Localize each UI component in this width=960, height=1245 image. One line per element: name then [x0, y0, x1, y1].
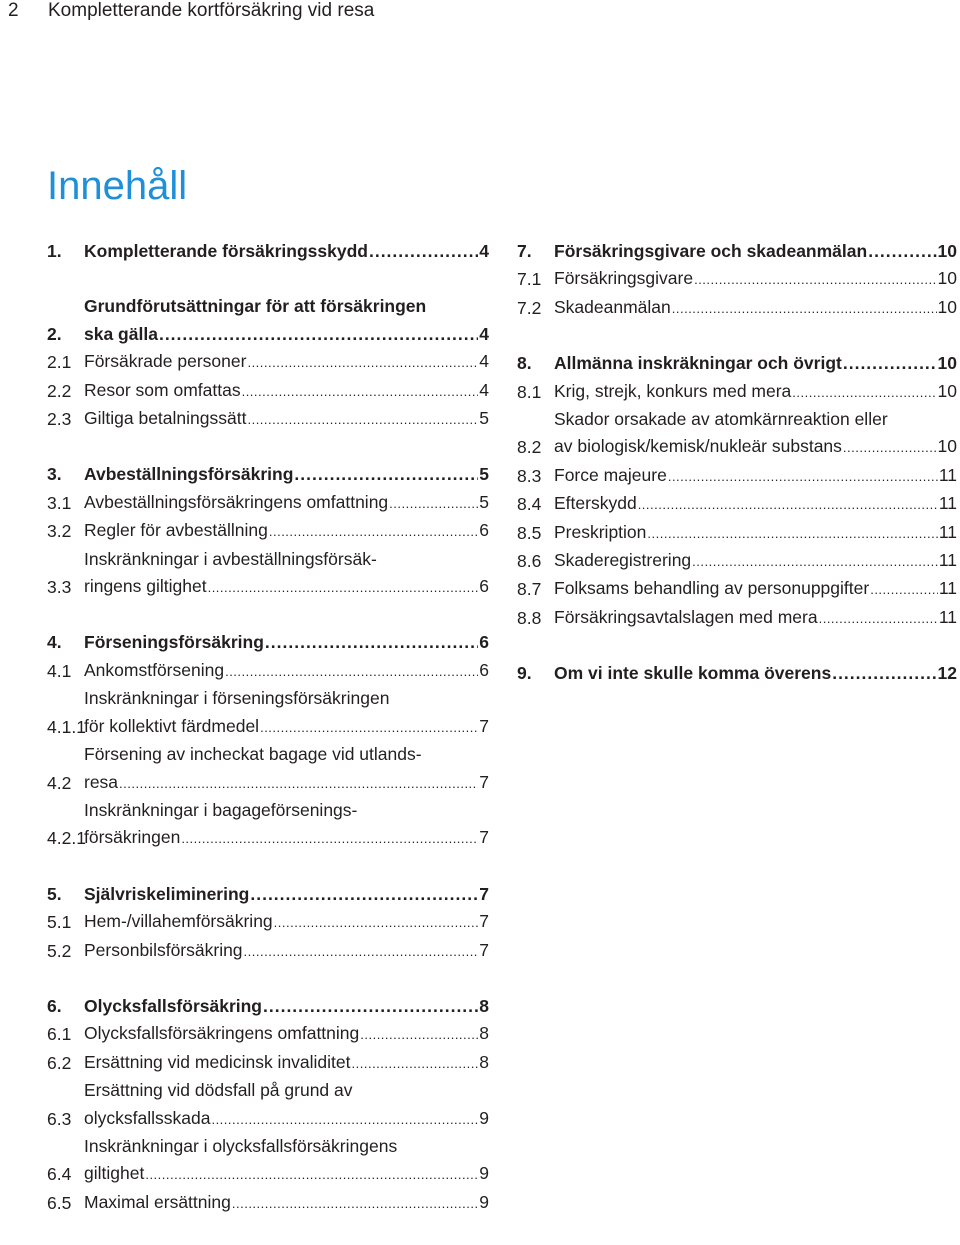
toc-entry-page-number: 5 [479, 464, 489, 485]
toc-entry-last-line [84, 1189, 489, 1217]
toc-entry-body [84, 517, 489, 545]
toc-entry-label: Skadeanmälan [554, 296, 671, 317]
toc-entry-last-line [84, 908, 489, 936]
toc-entry-number: 3.3 [47, 577, 72, 598]
toc-section-heading[interactable] [47, 629, 489, 656]
toc-section [47, 881, 489, 965]
toc-entry-label: Preskription [554, 521, 647, 542]
toc-entry-number: 3.2 [47, 521, 72, 542]
toc-section-heading[interactable] [517, 238, 957, 265]
toc-section [47, 238, 489, 265]
toc-entry-last-line [554, 660, 957, 687]
toc-entry[interactable] [47, 546, 489, 602]
toc-section [47, 293, 489, 433]
toc-entry-page-number: 8 [479, 1023, 489, 1044]
toc-entry-body [554, 350, 957, 377]
toc-entry-last-line [84, 993, 489, 1020]
toc-entry-number: 7.2 [517, 297, 542, 318]
toc-entry-last-line [554, 547, 957, 575]
toc-entry-page-number: 10 [937, 436, 957, 457]
toc-entry[interactable] [517, 265, 957, 293]
dot-leader [819, 605, 938, 632]
dot-leader [242, 378, 479, 405]
header-title: Kompletterande kortförsäkring vid resa [48, 0, 375, 21]
dot-leader [389, 490, 478, 517]
toc-entry-label: Personbilsförsäkring [84, 939, 243, 960]
toc-section [47, 629, 489, 852]
toc-entry-last-line [84, 238, 489, 265]
toc-entry-label: Force majeure [554, 464, 667, 485]
toc-entry-label: ska gälla [84, 323, 158, 344]
toc-entry-last-line [554, 238, 957, 265]
toc-entry-page-number: 5 [479, 491, 489, 512]
toc-entry-page-number: 10 [937, 296, 957, 317]
dot-leader [868, 238, 936, 265]
dot-leader [352, 1050, 479, 1077]
toc-entry-body [554, 265, 957, 293]
toc-entry-label-line: Inskränkningar i avbeställningsförsäk- [84, 548, 377, 569]
toc-entry-last-line [84, 937, 489, 965]
toc-entry-page-number: 10 [937, 353, 957, 374]
toc-section [517, 350, 957, 632]
toc-entry-body [84, 348, 489, 376]
toc-entry-page-number: 7 [479, 771, 489, 792]
toc-entry-label: Olycksfallsförsäkringens omfattning [84, 1023, 360, 1044]
toc-entry-number: 5. [47, 883, 62, 904]
toc-entry-label: Folksams behandling av personuppgifter [554, 578, 870, 599]
toc-entry-number: 6. [47, 995, 62, 1016]
toc-entry-last-line [84, 461, 489, 488]
toc-entry-body [84, 489, 489, 517]
toc-section-heading[interactable] [517, 350, 957, 377]
toc-entry-page-number: 11 [938, 578, 957, 599]
dot-leader [250, 881, 478, 908]
dot-leader [119, 770, 478, 797]
toc-entry[interactable] [47, 1077, 489, 1133]
toc-entry-page-number: 8 [479, 1051, 489, 1072]
toc-entry-last-line [554, 575, 957, 603]
toc-entry-label-line: Försening av incheckat bagage vid utlands- [84, 744, 422, 765]
dot-leader [668, 463, 938, 490]
toc-entry-number: 7. [517, 241, 532, 261]
toc-entry[interactable] [47, 908, 489, 936]
toc-entry-body [84, 377, 489, 405]
toc-entry-last-line [554, 462, 957, 490]
toc-entry-number: 4.1 [47, 660, 72, 681]
dot-leader [294, 461, 478, 488]
toc-entry-last-line [554, 350, 957, 377]
toc-entry-body [554, 519, 957, 547]
toc-section-heading[interactable] [47, 881, 489, 908]
toc-entry-label: Hem-/villahemförsäkring [84, 911, 273, 932]
dot-leader [208, 574, 479, 601]
toc-entry-page-number: 11 [938, 493, 957, 514]
toc-section-heading[interactable] [47, 461, 489, 488]
toc-entry-label: Ersättning vid medicinsk invaliditet [84, 1051, 351, 1072]
toc-entry[interactable] [517, 462, 957, 490]
dot-leader [843, 434, 937, 461]
toc-entry[interactable] [47, 1189, 489, 1217]
toc-entry-label: för kollektivt färdmedel [84, 715, 260, 736]
dot-leader [692, 548, 938, 575]
toc-entry-page-number: 6 [479, 632, 489, 653]
toc-section [517, 660, 957, 687]
toc-entry-label-line: Ersättning vid dödsfall på grund av [84, 1080, 353, 1101]
toc-entry-label: Avbeställningsförsäkring [84, 464, 294, 485]
toc-section [47, 993, 489, 1217]
toc-entry-number: 2.3 [47, 409, 72, 430]
toc-entry-number: 4.2.1 [47, 828, 86, 849]
toc-entry-number: 6.1 [47, 1024, 72, 1045]
toc-entry-label: av biologisk/kemisk/nukleär substans [554, 436, 842, 457]
toc-entry-last-line [554, 265, 957, 293]
toc-entry-number: 6.2 [47, 1052, 72, 1073]
toc-entry-body [84, 546, 489, 602]
toc-entry-label: Försäkrade personer [84, 351, 247, 372]
dot-leader [360, 1021, 478, 1048]
toc-entry-body [84, 797, 489, 853]
toc-entry-number: 8.3 [517, 465, 542, 486]
dot-leader [832, 660, 936, 687]
toc-entry-page-number: 4 [479, 323, 489, 344]
toc-entry-page-number: 10 [937, 268, 957, 289]
toc-entry-last-line [84, 489, 489, 517]
toc-entry[interactable] [517, 604, 957, 632]
dot-leader [792, 379, 936, 406]
toc-entry-page-number: 6 [479, 520, 489, 541]
toc-entry-last-line [84, 1160, 489, 1188]
toc-entry-page-number: 6 [479, 576, 489, 597]
toc-entry-last-line [84, 824, 489, 852]
toc-entry-label: Maximal ersättning [84, 1191, 231, 1212]
toc-entry-page-number: 5 [479, 408, 489, 429]
toc-entry-last-line [84, 348, 489, 376]
dot-leader [647, 520, 937, 547]
toc-entry[interactable] [47, 1049, 489, 1077]
toc-entry-label: Självriskeliminering [84, 883, 250, 904]
toc-entry-body [554, 604, 957, 632]
toc-entry-body [84, 405, 489, 433]
toc-entry[interactable] [517, 547, 957, 575]
dot-leader [181, 825, 478, 852]
toc-entry-page-number: 7 [479, 883, 489, 904]
dot-leader [265, 629, 478, 656]
dot-leader [247, 349, 478, 376]
toc-entry-last-line [554, 433, 957, 461]
toc-entry[interactable] [47, 405, 489, 433]
toc-column-right [517, 238, 957, 716]
toc-entry-label-line: Inskränkningar i förseningsförsäkringen [84, 688, 390, 709]
toc-entry-label: Skaderegistrering [554, 550, 692, 571]
toc-entry-number: 8. [517, 353, 532, 374]
toc-entry-last-line [84, 573, 489, 601]
toc-entry-last-line [84, 1020, 489, 1048]
toc-entry-last-line [554, 519, 957, 547]
toc-entry-number: 8.5 [517, 522, 542, 543]
toc-entry-label: Giltiga betalningssätt [84, 408, 247, 429]
toc-entry[interactable] [47, 348, 489, 376]
toc-entry-body [84, 1020, 489, 1048]
dot-leader [672, 295, 937, 322]
toc-entry[interactable] [47, 489, 489, 517]
toc-entry-last-line [84, 657, 489, 685]
toc-entry-page-number: 9 [479, 1107, 489, 1128]
toc-entry-number: 5.2 [47, 940, 72, 961]
dot-leader [369, 238, 478, 265]
toc-entry-label: Allmänna inskräkningar och övrigt [554, 353, 842, 374]
toc-entry-number: 2. [47, 323, 62, 344]
toc-entry-label: Avbeställningsförsäkringens omfattning [84, 491, 389, 512]
toc-section [47, 461, 489, 601]
toc-entry-last-line [84, 1049, 489, 1077]
dot-leader [225, 658, 478, 685]
toc-entry-body [554, 490, 957, 518]
toc-entry-body [84, 629, 489, 656]
toc-entry-number: 3. [47, 464, 62, 485]
toc-entry-label-line: Inskränkningar i olycksfallsförsäkringens [84, 1135, 398, 1156]
toc-entry-page-number: 4 [479, 351, 489, 372]
toc-entry-body [84, 937, 489, 965]
toc-entry-body [84, 881, 489, 908]
toc-entry[interactable] [47, 685, 489, 741]
toc-entry-label: ringens giltighet [84, 576, 207, 597]
toc-entry-page-number: 4 [479, 379, 489, 400]
toc-entry-last-line [84, 713, 489, 741]
toc-entry-last-line [84, 517, 489, 545]
toc-entry-last-line [554, 604, 957, 632]
toc-entry-label: Resor som omfattas [84, 379, 241, 400]
toc-entry-body [554, 238, 957, 265]
toc-entry[interactable] [517, 294, 957, 322]
toc-entry-body [554, 575, 957, 603]
toc-entry-page-number: 11 [938, 606, 957, 627]
dot-leader [843, 350, 937, 377]
toc-entry-label: Ankomstförsening [84, 659, 225, 680]
toc-entry-body [554, 294, 957, 322]
toc-entry-number: 2.2 [47, 380, 72, 401]
toc-entry-body [84, 461, 489, 488]
toc-entry-page-number: 9 [479, 1163, 489, 1184]
toc-entry-number: 6.4 [47, 1164, 72, 1185]
dot-leader [638, 491, 938, 518]
toc-section-heading[interactable] [47, 238, 489, 265]
toc-entry[interactable] [47, 797, 489, 853]
toc-entry-label: Olycksfallsförsäkring [84, 995, 262, 1016]
toc-entry-number: 7.1 [517, 269, 542, 290]
toc-entry-number: 3.1 [47, 492, 72, 513]
toc-section-heading[interactable] [47, 293, 489, 348]
dot-leader [232, 1190, 478, 1217]
toc-entry-number: 8.6 [517, 551, 542, 572]
toc-entry-page-number: 6 [479, 659, 489, 680]
toc-entry-number: 9. [517, 663, 532, 684]
toc-entry-label: Förseningsförsäkring [84, 632, 264, 653]
toc-entry-page-number: 11 [938, 464, 957, 485]
dot-leader [269, 518, 478, 545]
toc-entry[interactable] [47, 1020, 489, 1048]
toc-entry-body [84, 1133, 489, 1189]
toc-entry-number: 8.7 [517, 579, 542, 600]
toc-entry-page-number: 10 [937, 241, 957, 261]
toc-entry-label-line: Grundförutsättningar för att försäkringen [84, 296, 427, 317]
toc-entry-last-line [84, 321, 489, 348]
toc-entry-label: Efterskydd [554, 493, 637, 514]
toc-entry-body [84, 993, 489, 1020]
toc-entry-body [554, 547, 957, 575]
toc-entry[interactable] [47, 517, 489, 545]
toc-entry-last-line [554, 378, 957, 406]
toc-entry-label: Försäkringsgivare [554, 268, 694, 289]
toc-entry-label: olycksfallsskada [84, 1107, 211, 1128]
toc-entry-body [84, 1077, 489, 1133]
dot-leader [274, 909, 479, 936]
dot-leader [870, 576, 938, 603]
toc-entry-number: 6.5 [47, 1192, 72, 1213]
toc-entry-label: resa [84, 771, 119, 792]
toc-entry-label-line: Skador orsakade av atomkärnreaktion eller [554, 409, 888, 430]
toc-entry-page-number: 7 [479, 827, 489, 848]
toc-entry-last-line [84, 629, 489, 656]
dot-leader [694, 266, 936, 293]
toc-entry-number: 4.1.1 [47, 716, 86, 737]
toc-entry-body [84, 293, 489, 348]
toc-entry-number: 1. [47, 241, 62, 261]
toc-entry-number: 6.3 [47, 1108, 72, 1129]
dot-leader [244, 938, 479, 965]
toc-entry-body [554, 660, 957, 687]
toc-entry-number: 8.2 [517, 437, 542, 458]
toc-entry-page-number: 10 [937, 380, 957, 401]
dot-leader [247, 406, 478, 433]
toc-entry-label: Om vi inte skulle komma överens [554, 663, 832, 684]
toc-entry[interactable] [517, 519, 957, 547]
toc-entry-page-number: 11 [938, 521, 957, 542]
toc-entry[interactable] [517, 575, 957, 603]
toc-section-heading[interactable] [517, 660, 957, 687]
toc-entry-body [84, 657, 489, 685]
toc-entry-last-line [84, 1105, 489, 1133]
toc-entry-page-number: 7 [479, 715, 489, 736]
toc-title: Innehåll [47, 164, 188, 208]
toc-entry-page-number: 7 [479, 911, 489, 932]
running-header [8, 0, 374, 22]
toc-entry-body [84, 741, 489, 797]
toc-entry[interactable] [517, 490, 957, 518]
toc-entry[interactable] [47, 377, 489, 405]
toc-entry-number: 8.8 [517, 607, 542, 628]
toc-entry-number: 5.1 [47, 912, 72, 933]
toc-entry-label: försäkringen [84, 827, 181, 848]
toc-entry[interactable] [517, 406, 957, 462]
dot-leader [260, 714, 478, 741]
toc-entry-page-number: 7 [479, 939, 489, 960]
toc-entry[interactable] [517, 378, 957, 406]
toc-entry-body [84, 238, 489, 265]
toc-section [517, 238, 957, 322]
toc-entry-body [84, 1189, 489, 1217]
toc-entry-number: 4. [47, 632, 62, 653]
toc-entry-number: 8.1 [517, 381, 542, 402]
toc-section-heading[interactable] [47, 993, 489, 1020]
toc-entry[interactable] [47, 657, 489, 685]
dot-leader [159, 321, 478, 348]
toc-entry-last-line [84, 405, 489, 433]
toc-entry-label: Krig, strejk, konkurs med mera [554, 380, 792, 401]
toc-entry-label-line: Inskränkningar i bagageförsenings- [84, 799, 358, 820]
toc-entry-last-line [554, 490, 957, 518]
toc-entry-number: 2.1 [47, 352, 72, 373]
toc-entry-label: giltighet [84, 1163, 145, 1184]
toc-entry-last-line [554, 294, 957, 322]
toc-entry-label: Regler för avbeställning [84, 520, 268, 541]
dot-leader [263, 993, 478, 1020]
toc-entry-label: Försäkringsavtalslagen med mera [554, 606, 818, 627]
toc-entry-number: 4.2 [47, 772, 72, 793]
dot-leader [145, 1161, 478, 1188]
toc-entry[interactable] [47, 1133, 489, 1189]
toc-entry[interactable] [47, 741, 489, 797]
toc-entry-body [554, 378, 957, 406]
toc-entry-body [554, 406, 957, 462]
toc-entry-last-line [84, 881, 489, 908]
toc-entry-page-number: 8 [479, 995, 489, 1016]
toc-entry-page-number: 4 [479, 241, 489, 261]
toc-entry-last-line [84, 769, 489, 797]
toc-entry-body [84, 1049, 489, 1077]
toc-entry-label: Försäkringsgivare och skadeanmälan [554, 241, 868, 261]
dot-leader [211, 1106, 478, 1133]
toc-column-left [47, 238, 489, 1245]
toc-entry-body [84, 685, 489, 741]
header-page-number: 2 [8, 0, 19, 21]
toc-entry[interactable] [47, 937, 489, 965]
toc-entry-page-number: 9 [479, 1191, 489, 1212]
toc-entry-page-number: 12 [937, 663, 957, 684]
toc-entry-body [554, 462, 957, 490]
toc-entry-number: 8.4 [517, 494, 542, 515]
toc-entry-label: Kompletterande försäkringsskydd [84, 241, 368, 261]
toc-entry-last-line [84, 377, 489, 405]
toc-entry-body [84, 908, 489, 936]
toc-entry-page-number: 11 [938, 550, 957, 571]
